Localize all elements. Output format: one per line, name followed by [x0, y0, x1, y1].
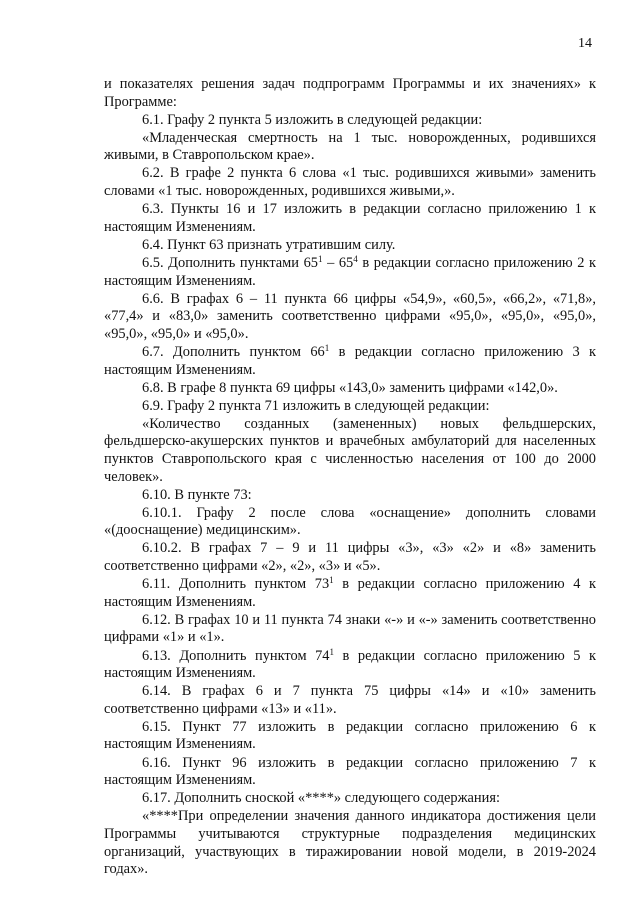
superscript: 4 [353, 253, 358, 264]
paragraph-6-7-text-a: 6.7. Дополнить пунктом 66 [142, 343, 325, 360]
paragraph-6-11 [104, 576, 596, 611]
paragraph-6-1: 6.1. Графу 2 пункта 5 изложить в следующей редакции: [142, 111, 483, 128]
paragraph-6-13-text-a: 6.13. Дополнить пунктом 74 [142, 647, 330, 664]
paragraph-6-8: 6.8. В графе 8 пункта 69 цифры «143,0» заменить цифрами «142,0». [142, 379, 558, 396]
document-body [104, 76, 596, 879]
paragraph-6-13-text-b: в редакции согласно приложению 5 к настоящим Изменениям. [104, 647, 596, 682]
paragraph-6-10-2: 6.10.2. В графах 7 – 9 и 11 цифры «3», «3» «2» и «8» заменить соответственно цифрами «2», «2», «3» и «5». [104, 540, 596, 575]
superscript: 1 [329, 575, 334, 586]
page-number: 14 [578, 36, 592, 51]
paragraph-6-10: 6.10. В пункте 73: [142, 486, 252, 503]
paragraph-continuation: и показателях решения задач подпрограмм Программы и их значениях» к Программе: [104, 76, 596, 110]
paragraph-6-5-text-c: в редакции согласно приложению 2 к настоящим Изменениям. [104, 254, 597, 289]
paragraph-6-5 [104, 255, 596, 290]
paragraph-6-13 [104, 648, 596, 683]
paragraph-6-4: 6.4. Пункт 63 признать утратившим силу. [142, 236, 396, 253]
paragraph-6-17-footnote: «****При определении значения данного индикатора достижения цели Программы учитываются структурные подразделения медицинских организаций, участвующих в тиражировании новой модели, в 2019-2024 годах». [104, 808, 596, 878]
superscript: 1 [324, 342, 330, 353]
paragraph-6-2: 6.2. В графе 2 пункта 6 слова «1 тыс. родившихся живыми» заменить словами «1 тыс. новорожденных, родившихся живыми,». [104, 165, 596, 200]
paragraph-6-11-text-b: в редакции согласно приложению 4 к настоящим Изменениям. [104, 576, 596, 610]
paragraph-6-7 [104, 344, 596, 379]
paragraph-6-7-text-b: в редакции согласно приложению 3 к настоящим Изменениям. [104, 343, 597, 378]
paragraph-6-14: 6.14. В графах 6 и 7 пункта 75 цифры «14» и «10» заменить соответственно цифрами «13» и «11». [104, 683, 596, 717]
paragraph-6-5-text-b: – 65 [322, 254, 354, 271]
paragraph-6-9-quote: «Количество созданных (замененных) новых фельдшерских, фельдшерско-акушерских пунктов и врачебных амбулаторий для населенных пунктов Ставропольского края с численностью населения от 100 до 2000 человек». [104, 415, 596, 485]
paragraph-6-3: 6.3. Пункты 16 и 17 изложить в редакции согласно приложению 1 к настоящим Изменениям. [104, 201, 596, 235]
paragraph-6-1-quote: «Младенческая смертность на 1 тыс. новорожденных, родившихся живыми, в Ставропольском крае». [104, 129, 596, 164]
paragraph-6-9: 6.9. Графу 2 пункта 71 изложить в следующей редакции: [142, 397, 490, 414]
superscript: 1 [317, 253, 323, 264]
paragraph-6-6: 6.6. В графах 6 – 11 пункта 66 цифры «54,9», «60,5», «66,2», «71,8», «77,4» и «83,0» заменить соответственно цифрами «95,0», «95,0», «95,0», «95,0», «95,0» и «95,0». [104, 290, 596, 342]
superscript: 1 [329, 646, 334, 657]
paragraph-6-5-text-a: 6.5. Дополнить пунктами 65 [142, 254, 318, 271]
paragraph-6-17: 6.17. Дополнить сноской «****» следующего содержания: [142, 790, 500, 807]
paragraph-6-11-text-a: 6.11. Дополнить пунктом 73 [142, 576, 330, 593]
paragraph-6-12: 6.12. В графах 10 и 11 пункта 74 знаки «-» и «-» заменить соответственно цифрами «1» и «1». [104, 611, 596, 646]
paragraph-6-16: 6.16. Пункт 96 изложить в редакции согласно приложению 7 к настоящим Изменениям. [104, 754, 596, 789]
paragraph-6-15: 6.15. Пункт 77 изложить в редакции согласно приложению 6 к настоящим Изменениям. [104, 718, 596, 753]
paragraph-6-10-1: 6.10.1. Графу 2 после слова «оснащение» дополнить словами «(дооснащение) медицинским». [104, 504, 596, 539]
